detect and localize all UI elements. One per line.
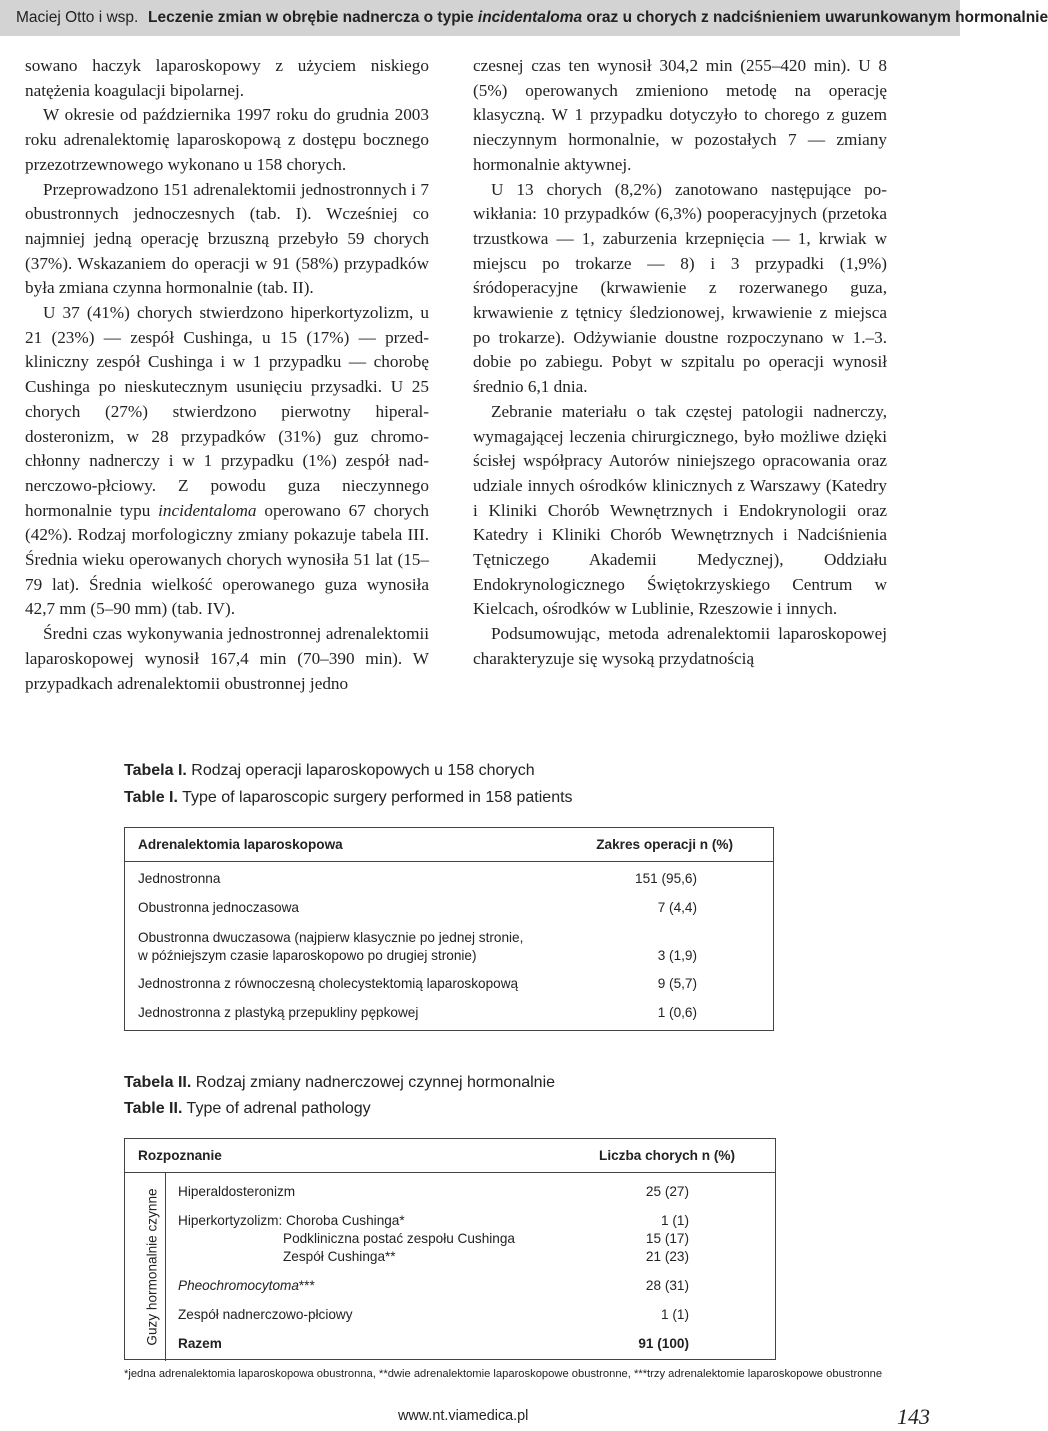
paragraph: Podsumowując, metoda adrenalektomii laparoskopowej charakteryzuje się wysoką przydatnością [473, 624, 887, 668]
right-column [473, 54, 887, 672]
table2-caption-en: Table II. Type of adrenal pathology [124, 1100, 371, 1117]
table2-caption-pl: Tabela II. Rodzaj zmiany nadnerczowej czynnej hormonalnie [124, 1074, 556, 1091]
table2-col1-header: Rozpoznanie [138, 1148, 222, 1163]
footer-url: www.nt.viamedica.pl [398, 1408, 529, 1424]
left-column [25, 54, 429, 696]
header-title-italic: incidentaloma [477, 9, 583, 26]
table1-caption-pl: Tabela I. Rodzaj operacji laparoskopowych u 158 chorych [124, 762, 535, 779]
header-authors: Maciej Otto i wsp. [16, 9, 139, 26]
header-title: Leczenie zmian w obrębie nadnercza o typie incidentaloma oraz u chorych z nadciśnieniem uwarunkowanym hormonalnie [148, 9, 1048, 26]
italic-term: incidentaloma [158, 500, 257, 520]
table2-col2-header: Liczba chorych n (%) [599, 1148, 735, 1163]
table1-header [125, 828, 773, 862]
table2-side-label: Guzy hormonalnie czynne [144, 1188, 160, 1346]
paragraph: sowano haczyk laparoskopowy z użyciem niskiego natężenia koagulacji bipolarnej. [25, 56, 429, 100]
running-header [0, 0, 1048, 36]
paragraph: Przeprowadzono 151 adrenalektomii jednostronnych i 7 obustronnych jednoczesnych (tab. I). Wcześniej co najmniej jedną operację brzuszną przebyło 59 chorych (37%). Wskazaniem do operacji w 91 (58%) przypadków była zmiana czynna hormonalnie (tab. II). [25, 179, 429, 298]
table1-col2-header: Zakres operacji n (%) [596, 837, 733, 852]
table2: Rozpoznanie Liczba chorych n (%) Guzy hormonalnie czynne Hiperaldosteronizm 25 (27) Hiperkortyzolizm: Choroba Cushinga* 1 (1) Podkliniczna postać zespołu Cushinga 15 (17) Zespół Cushinga** 21 (23) Pheochromocytoma*** 28 (31) Zespół nadnerczowo-płciowy 1 (1) Razem 91 (100) [124, 1138, 776, 1360]
paragraph: Średni czas wykonywania jednostronnej adrenalektomii laparoskopowej wynosił 167,4 min (70–390 min). W przypadkach adrenalektomii obustronnej jedno [25, 624, 429, 693]
paragraph: U 37 (41%) chorych stwierdzono hiperkortyzolizm, u 21 (23%) — zespół Cushinga, u 15 (17%) — przedkliniczny zespół Cushinga i w 1 przypadku — chorobę Cushinga po nieskutecznym usunięciu przysadki. U 25 chorych (27%) stwierdzono pierwotny hiperaldosteronizm, w 28 przypadków (31%) guz chromochłonny nadnerczy i w 1 przypadku (1%) zespół nadnerczowo-płciowy. Z powodu guza nieczynnego hormonalnie typu incidentaloma operowano 67 chorych (42%). Rodzaj morfologiczny zmiany pokazuje tabela III. Średnia wieku operowanych chorych wynosiła 51 lat (15–79 lat). Średnia wielkość operowanego guza wynosiła 42,7 mm (5–90 mm) (tab. IV). [25, 303, 429, 619]
table2-footnote: *jedna adrenalektomia laparoskopowa obustronna, **dwie adrenalektomie laparoskopowe obustronne, ***trzy adrenalektomie laparoskopowe obustronne [124, 1368, 883, 1380]
paragraph: czesnej czas ten wynosił 304,2 min (255–420 min). U 8 (5%) operowanych zmieniono metodę na operację klasyczną. W 1 przypadku dotyczyło to chorego z guzem nieczynnym hormonalnie, w pozostałych 7 — zmiany hormonalnie aktywnej. [473, 56, 887, 174]
table2-divider [165, 1173, 166, 1361]
table1-col1-header: Adrenalektomia laparoskopowa [138, 837, 343, 852]
page-number: 143 [897, 1404, 930, 1429]
paragraph: U 13 chorych (8,2%) zanotowano następujące powikłania: 10 przypadków (6,3%) pooperacyjnych (przetoka trzustkowa — 1, zaburzenia krzepnięcia — 1, krwiak w miejscu po trokarze — 8) i 3 przypadki (1,9%) śródoperacyjne (krwawienie z rozerwanego guza, krwawienie z tętnicy śledzionowej, krwawienie z miejsca po trokarze). Odżywianie doustne rozpoczynano w 1.–3. dobie po zabiegu. Pobyt w szpitalu po operacji wynosił średnio 6,1 dnia. [473, 179, 887, 397]
paragraph: W okresie od października 1997 roku do grudnia 2003 roku adrenalektomię laparoskopową z dostępu bocznego przezotrzewnowego wykonano u 158 chorych. [25, 105, 429, 174]
paragraph: Zebranie materiału o tak częstej patologii nadnerczy, wymagającej leczenia chirurgicznego, było możliwe dzięki ścisłej współpracy Autorów niniejszego opracowania oraz udziale innych ośrodków klinicznych z Warszawy (Katedry i Kliniki Chorób Wewnętrznych i Endokrynologii oraz Katedry i Kliniki Chorób Wewnętrznych i Nadciśnienia Tętniczego Akademii Medycznej), Oddziału Endokrynologicznego Świętokrzyskiego Centrum w Kielcach, ośrodków w Lublinie, Rzeszowie i innych. [473, 401, 887, 619]
table1-caption-en: Table I. Type of laparoscopic surgery performed in 158 patients [124, 789, 573, 806]
italic-term: Pheochromocytoma [178, 1278, 299, 1293]
table1: Adrenalektomia laparoskopowa Zakres operacji n (%) Jednostronna 151 (95,6) Obustronna jednoczasowa 7 (4,4) Obustronna dwuczasowa (najpierw klasycznie po jednej stronie, w późniejszym czasie laparoskopowo po drugiej stronie) 3 (1,9) Jednostronna z równoczesną cholecystektomią laparoskopową 9 (5,7) Jednostronna z plastyką przepukliny pępkowej 1 (0,6) [124, 827, 774, 1031]
table2-header [125, 1139, 775, 1173]
